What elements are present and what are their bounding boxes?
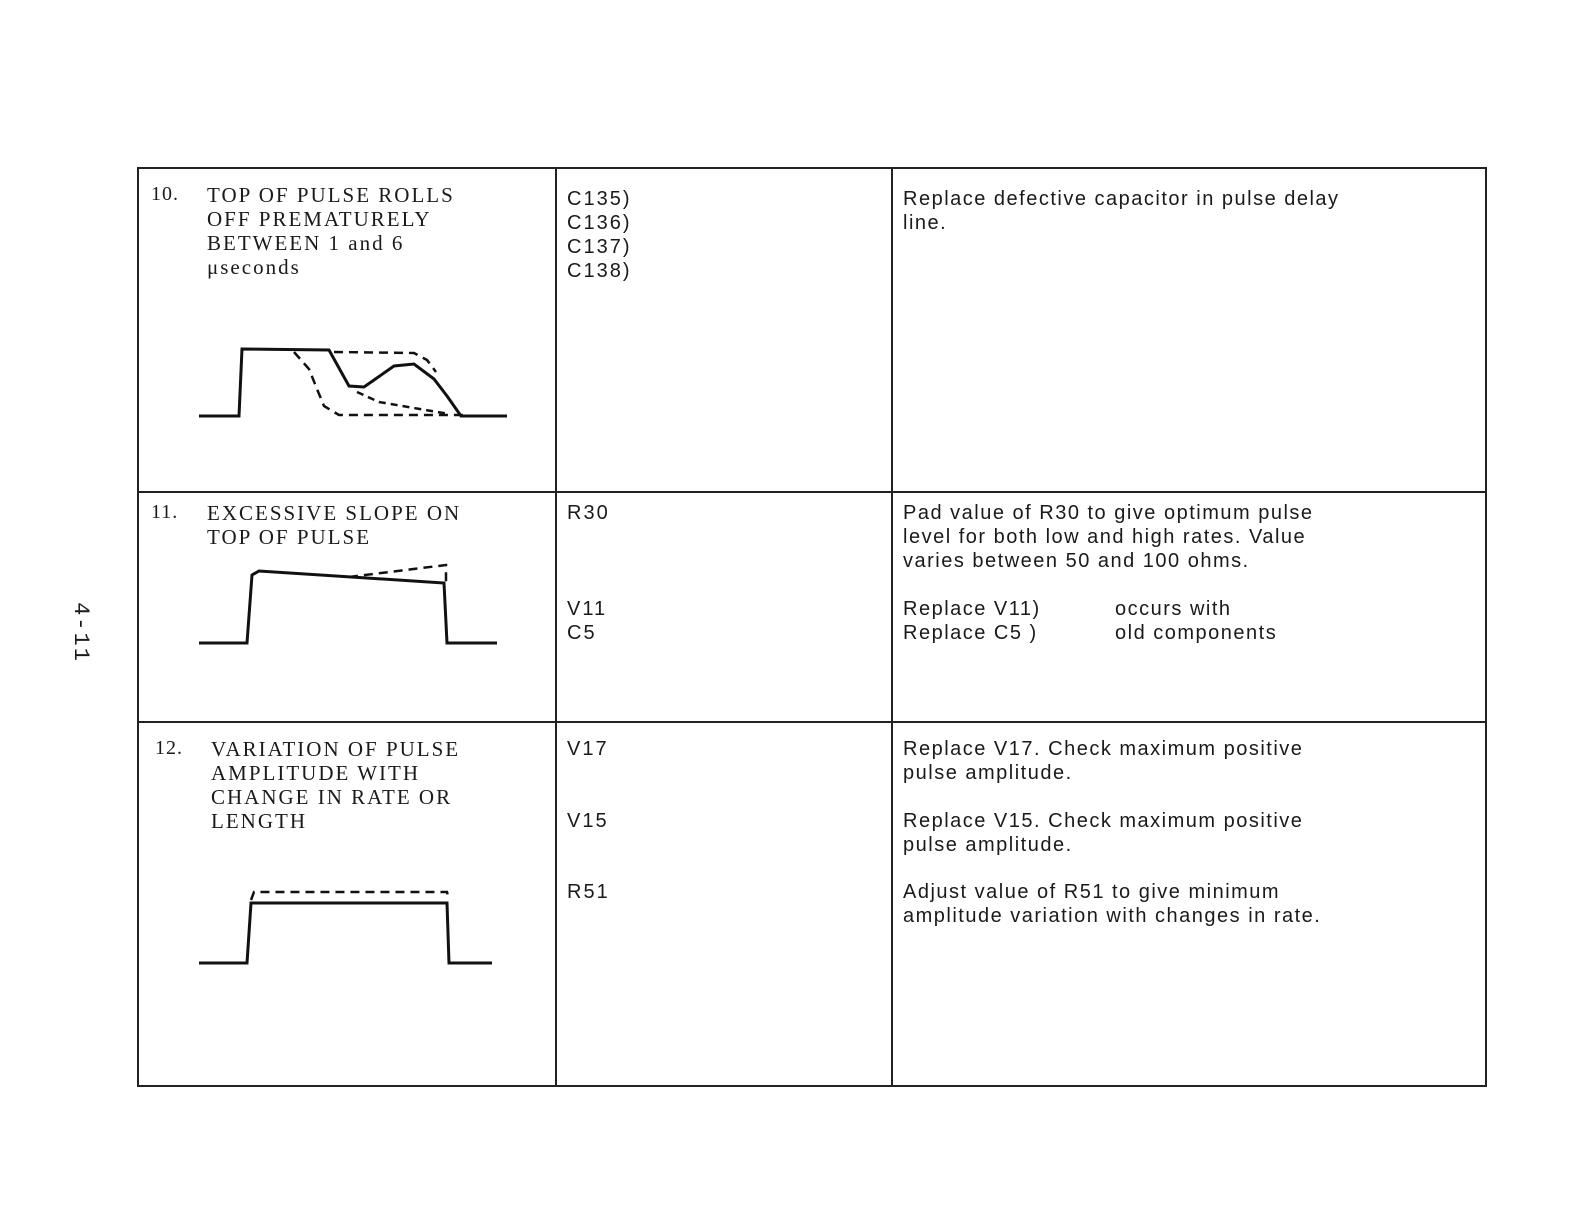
trouble-description: VARIATION OF PULSE AMPLITUDE WITH CHANGE IN RATE OR LENGTH	[211, 737, 461, 833]
part-label: V15	[567, 810, 609, 832]
remedy-text: Pad value of R30 to give optimum pulse level for both low and high rates. Value varies between 50 and 100 ohms.	[903, 502, 1314, 572]
remedy-cell	[891, 169, 1485, 491]
pulse-amplitude-waveform-icon	[199, 888, 499, 968]
parts-top: R30	[567, 502, 610, 524]
table-row	[139, 721, 1485, 1085]
pulse-rolloff-waveform-icon	[199, 344, 509, 424]
remedy-text: Replace defective capacitor in pulse delay line.	[903, 188, 1340, 234]
trouble-description: TOP OF PULSE ROLLS OFF PREMATURELY BETWEEN 1 and 6 μseconds	[207, 183, 455, 279]
row-number: 12.	[155, 737, 183, 759]
parts-cell	[555, 723, 891, 1085]
remedy-note-1: occurs with	[1115, 598, 1232, 620]
part-label: V17	[567, 738, 609, 760]
remedy-v11-line	[903, 597, 1232, 621]
remedy-text: Adjust value of R51 to give minimum amplitude variation with changes in rate.	[903, 881, 1322, 927]
parts-cell	[555, 493, 891, 721]
parts-bottom: V11 C5	[567, 598, 608, 644]
remedy-v11: Replace V11)	[903, 598, 1041, 620]
row-number: 10.	[151, 183, 179, 205]
trouble-cell	[139, 169, 555, 491]
part-label: R51	[567, 881, 610, 903]
remedy-c5: Replace C5 )	[903, 622, 1038, 644]
row-number: 11.	[151, 501, 179, 523]
remedy-note-2: old components	[1115, 622, 1278, 644]
remedy-c5-line	[903, 621, 1277, 645]
table-row	[139, 169, 1485, 491]
parts-cell	[555, 169, 891, 491]
remedy-cell	[891, 723, 1485, 1085]
remedy-text: Replace V17. Check maximum positive pulse amplitude.	[903, 738, 1304, 784]
remedy-text: Replace V15. Check maximum positive pulse amplitude.	[903, 810, 1304, 856]
pulse-slope-waveform-icon	[199, 563, 499, 648]
trouble-description: EXCESSIVE SLOPE ON TOP OF PULSE	[207, 501, 462, 549]
page-number: 4-11	[67, 602, 93, 663]
trouble-cell	[139, 493, 555, 721]
remedy-cell	[891, 493, 1485, 721]
table-row	[139, 491, 1485, 721]
trouble-cell	[139, 723, 555, 1085]
troubleshooting-table	[137, 167, 1487, 1087]
parts-list: C135) C136) C137) C138)	[567, 188, 632, 282]
